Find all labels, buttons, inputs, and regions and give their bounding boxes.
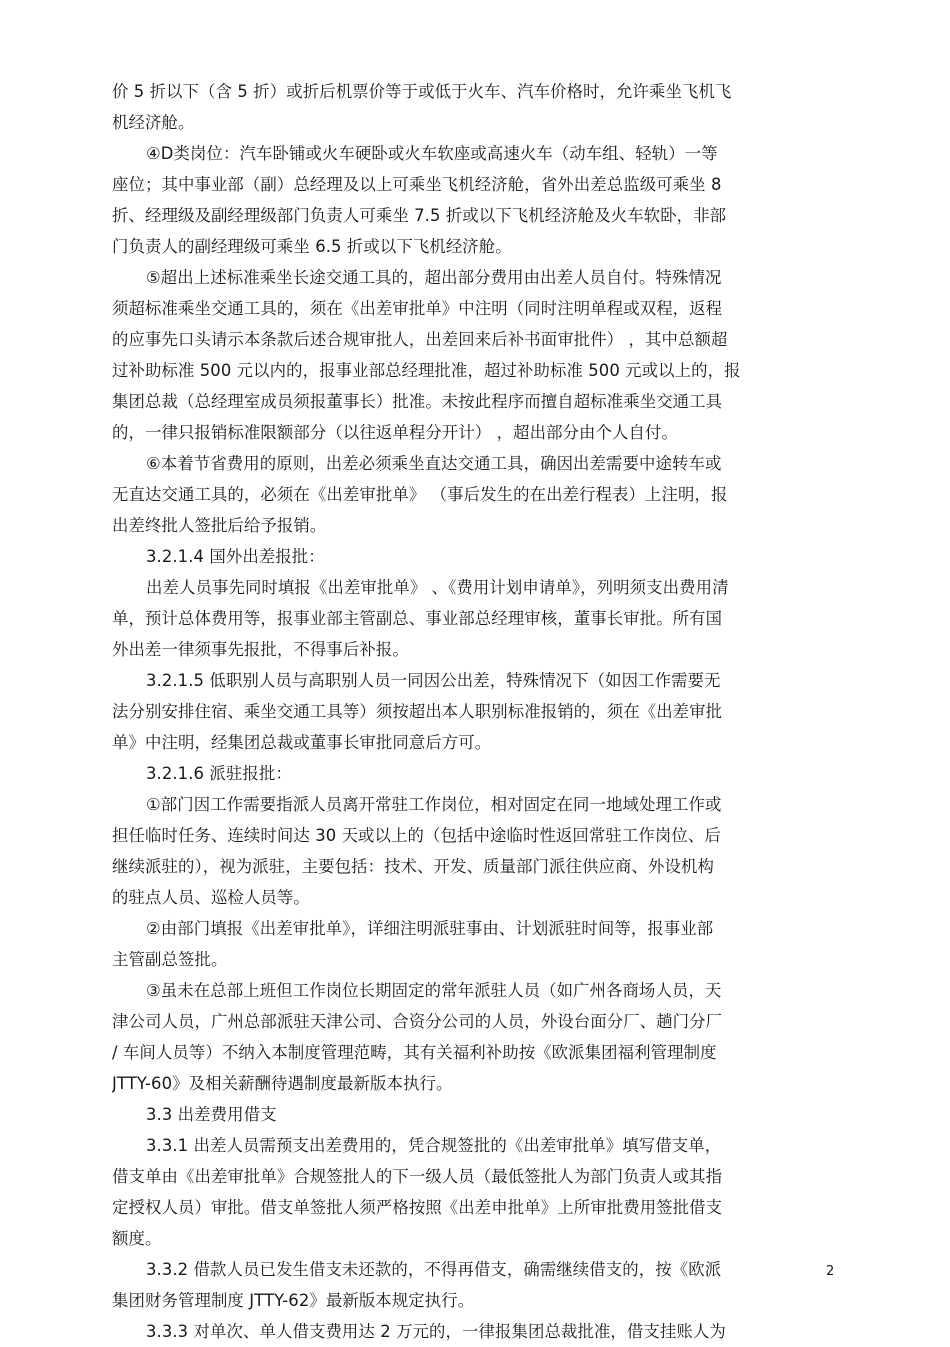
paragraph [112,76,818,138]
text-line: 的驻点人员、巡检人员等。 [112,888,310,907]
text-line: 座位；其中事业部（副）总经理及以上可乘坐飞机经济舱，省外出差总监级可乘坐 8 [112,175,722,194]
text-line: 3.2.1.6 派驻报批： [146,764,292,783]
text-line: 3.3.3 对单次、单人借支费用达 2 万元的，一律报集团总裁批准，借支挂账人为 [146,1322,726,1341]
paragraph [112,572,818,665]
text-line: ④D类岗位：汽车卧铺或火车硬卧或火车软座或高速火车（动车组、轻轨）一等 [146,144,718,163]
document-body [112,76,818,1347]
text-line: 3.2.1.5 低职别人员与高职别人员一同因公出差，特殊情况下（如因工作需要无 [146,671,721,690]
text-line: 借支单由《出差审批单》合规签批人的下一级人员（最低签批人为部门负责人或其指 [112,1167,723,1186]
paragraph [112,1254,818,1316]
text-line: 出差终批人签批后给予报销。 [112,516,327,535]
paragraph [112,541,818,572]
text-line: 法分别安排住宿、乘坐交通工具等）须按超出本人职别标准报销的，须在《出差审批 [112,702,723,721]
text-line: 定授权人员）审批。借支单签批人须严格按照《出差申批单》上所审批费用签批借支 [112,1198,723,1217]
text-line: JTTY-60》及相关薪酬待遇制度最新版本执行。 [112,1074,453,1093]
paragraph [112,1130,818,1254]
text-line: 的应事先口头请示本条款后述合规审批人，出差回来后补书面审批件） ，其中总额超 [112,330,728,349]
text-line: ③虽未在总部上班但工作岗位长期固定的常年派驻人员（如广州各商场人员，天 [146,981,722,1000]
text-line: 3.3 出差费用借支 [146,1105,277,1124]
text-line: 继续派驻的），视为派驻，主要包括：技术、开发、质量部门派往供应商、外设机构 [112,857,714,876]
text-line: 出差人员事先同时填报《出差审批单》 、《费用计划申请单》，列明须支出费用清 [146,578,729,597]
paragraph [112,665,818,758]
text-line: 3.2.1.4 国外出差报批： [146,547,325,566]
paragraph [112,758,818,789]
text-line: 集团总裁（总经理室成员须报董事长）批准。未按此程序而擅自超标准乘坐交通工具 [112,392,723,411]
text-line: ⑥本着节省费用的原则，出差必须乘坐直达交通工具，确因出差需要中途转车或 [146,454,722,473]
text-line: 主管副总签批。 [112,950,228,969]
text-line: 外出差一律须事先报批，不得事后补报。 [112,640,409,659]
text-line: 3.3.1 出差人员需预支出差费用的，凭合规签批的《出差审批单》填写借支单， [146,1136,722,1155]
text-line: ②由部门填报《出差审批单》，详细注明派驻事由、计划派驻时间等，报事业部 [146,919,714,938]
paragraph [112,1099,818,1130]
text-line: 过补助标准 500 元以内的，报事业部总经理批准，超过补助标准 500 元或以上的，报 [112,361,741,380]
text-line: 集团财务管理制度 JTTY-62》最新版本规定执行。 [112,1291,475,1310]
text-line: 单》中注明，经集团总裁或董事长审批同意后方可。 [112,733,492,752]
text-line: 无直达交通工具的，必须在《出差审批单》 （事后发生的在出差行程表）上注明，报 [112,485,728,504]
text-line: 折、经理级及副经理级部门负责人可乘坐 7.5 折或以下飞机经济舱及火车软卧，非部 [112,206,727,225]
paragraph [112,789,818,913]
paragraph [112,448,818,541]
text-line: 须超标准乘坐交通工具的，须在《出差审批单》中注明（同时注明单程或双程，返程 [112,299,723,318]
text-line: 额度。 [112,1229,162,1248]
paragraph [112,913,818,975]
text-line: 价 5 折以下（含 5 折）或折后机票价等于或低于火车、汽车价格时，允许乘坐飞机飞 [112,82,732,101]
text-line: 担任临时任务、连续时间达 30 天或以上的（包括中途临时性返回常驻工作岗位、后 [112,826,721,845]
text-line: 3.3.2 借款人员已发生借支未还款的，不得再借支，确需继续借支的，按《欧派 [146,1260,722,1279]
paragraph [112,138,818,262]
page-number: 2 [826,1264,835,1279]
paragraph [112,975,818,1099]
paragraph [112,1316,818,1347]
text-line: / 车间人员等）不纳入本制度管理范畴，其有关福利补助按《欧派集团福利管理制度 [112,1043,717,1062]
text-line: 的，一律只报销标准限额部分（以往返单程分开计） ，超出部分由个人自付。 [112,423,678,442]
text-line: 门负责人的副经理级可乘坐 6.5 折或以下飞机经济舱。 [112,237,512,256]
text-line: ⑤超出上述标准乘坐长途交通工具的，超出部分费用由出差人员自付。特殊情况 [146,268,722,287]
paragraph [112,262,818,448]
text-line: 津公司人员，广州总部派驻天津公司、合资分公司的人员，外设台面分厂、趟门分厂 [112,1012,723,1031]
text-line: ①部门因工作需要指派人员离开常驻工作岗位，相对固定在同一地域处理工作或 [146,795,722,814]
text-line: 机经济舱。 [112,113,195,132]
text-line: 单，预计总体费用等，报事业部主管副总、事业部总经理审核，董事长审批。所有国 [112,609,723,628]
